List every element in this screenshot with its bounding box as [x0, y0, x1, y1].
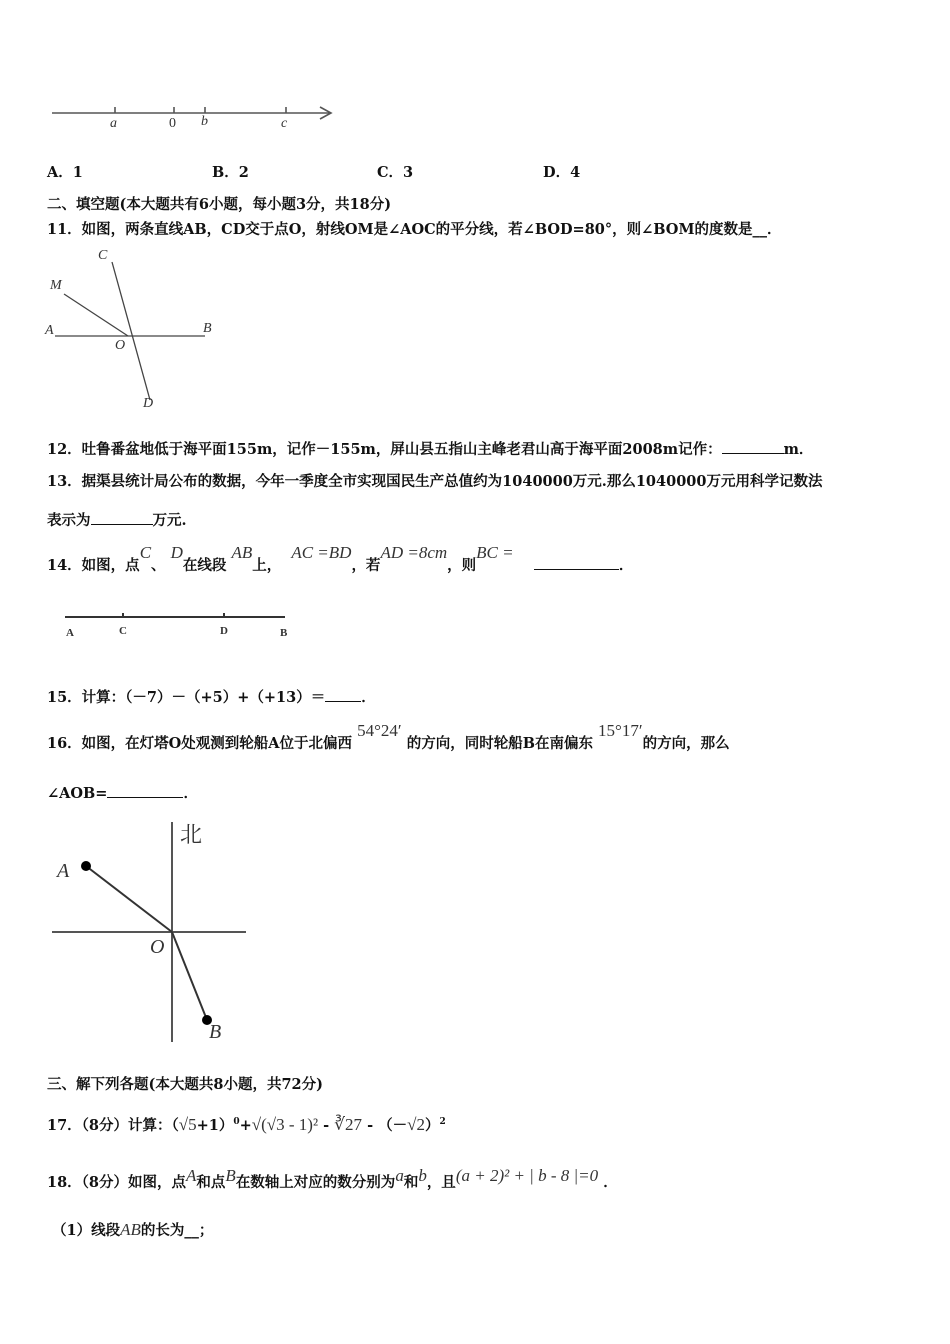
q18-sub1-before: （1）线段: [52, 1222, 121, 1239]
q11-figure: [55, 262, 205, 400]
q14-p3: 在线段: [182, 557, 227, 574]
axis-label-0: 0: [169, 116, 176, 131]
q14-c: C: [139, 543, 152, 562]
q12-answer-blank[interactable]: [722, 439, 784, 454]
q18-a-point: A: [186, 1166, 197, 1185]
q18-sub1-ab: AB: [120, 1220, 141, 1239]
q12-text-after: m．: [783, 441, 814, 458]
q14-p2: 、: [151, 557, 166, 574]
q16-answer-blank[interactable]: [107, 783, 183, 798]
q17-exp0: 0: [233, 1117, 240, 1127]
q16-label-b: B: [209, 1021, 222, 1043]
q18-equation: (a + 2)² + | b - 8 |=0: [455, 1166, 599, 1185]
section3-title: 三、解下列各题(本大题共8小题，共72分): [47, 1076, 323, 1093]
q15-answer-blank[interactable]: [325, 687, 361, 702]
q18-p3: 在数轴上对应的数分别为: [235, 1174, 396, 1191]
axis-label-c: c: [281, 116, 288, 131]
q14-p5: ，若: [351, 557, 381, 574]
q13-line2: [47, 510, 187, 531]
q18-a: a: [395, 1166, 404, 1185]
q14-p6: ，则: [447, 557, 477, 574]
q11-label-a: A: [45, 323, 54, 338]
q11-label-m: M: [50, 278, 62, 293]
q18-sub1: [52, 1220, 213, 1241]
q17-p3: +: [239, 1116, 252, 1134]
q18-b-point: B: [225, 1166, 236, 1185]
q15-text: [47, 687, 376, 708]
q14-label-a: A: [66, 627, 74, 639]
q14-end: ．: [618, 557, 634, 574]
axis-label-b: b: [201, 114, 208, 129]
q16-north-label: 北: [180, 823, 203, 848]
q18-text: [47, 1166, 618, 1193]
section2-title: 二、填空题(本大题共有6小题，每小题3分，共18分): [47, 196, 392, 213]
q17-sqrt5: √5: [178, 1114, 197, 1134]
q14-text: [47, 543, 634, 576]
q14-d: D: [170, 543, 183, 562]
option-d[interactable]: D．4: [543, 164, 581, 181]
q13-answer-blank[interactable]: [91, 510, 153, 525]
q13-text-before: 表示为: [47, 512, 91, 529]
q14-eq2: AD =8cm: [380, 543, 448, 562]
q16-angle2: 15°17′: [598, 721, 643, 740]
q10-number-line: [52, 107, 331, 119]
q16-p3: 的方向，那么: [642, 735, 730, 752]
q17-cbrt27: ∛27: [334, 1114, 363, 1134]
q18-p1: 18．（8分）如图，点: [47, 1174, 187, 1191]
q18-p4: 和: [403, 1174, 419, 1191]
q18-p5: ，且: [426, 1174, 456, 1191]
q17-p4: -: [318, 1116, 335, 1134]
q16-label-o: O: [150, 936, 165, 958]
q12-text-before: 12．吐鲁番盆地低于海平面155m，记作－155m，屏山县五指山主峰老君山高于海平面2008m记作：: [47, 441, 722, 458]
q17-p1: 17．（8分）计算：（: [47, 1116, 179, 1134]
q14-eq1: AC =BD: [291, 543, 352, 562]
q11-label-o: O: [115, 338, 126, 353]
q16-end: ．: [183, 785, 198, 802]
q14-eq3: BC =: [476, 543, 514, 562]
q17-p2: +1）: [196, 1116, 234, 1134]
q18-b: b: [418, 1166, 427, 1185]
q14-p1: 14．如图，点: [47, 557, 140, 574]
q14-label-c: C: [119, 625, 127, 637]
q16-text: [47, 721, 730, 754]
q16-line2: [47, 783, 198, 804]
q14-segment: [65, 613, 285, 617]
q16-angle1: 54°24′: [357, 721, 402, 740]
q18-sub1-after: 的长为__；: [140, 1222, 214, 1239]
q17-sqrt-expr: √(√3 - 1)²: [251, 1114, 319, 1134]
q17-sqrt2: √2: [407, 1114, 425, 1134]
q16-p2: 的方向，同时轮船B在南偏东: [406, 735, 593, 752]
q16-p1: 16．如图，在灯塔O处观测到轮船A位于北偏西: [47, 735, 353, 752]
q15-end: ．: [361, 689, 376, 706]
q16-label-a: A: [57, 860, 70, 882]
q17-exp2: 2: [439, 1117, 446, 1127]
axis-label-a: a: [110, 116, 117, 131]
q14-label-d: D: [220, 625, 228, 637]
q17-text: [47, 1112, 446, 1136]
option-c[interactable]: C．3: [377, 164, 414, 181]
q11-label-c: C: [98, 248, 108, 263]
q14-answer-blank[interactable]: [534, 555, 619, 570]
q12-text: [47, 439, 813, 460]
q14-p4: 上，: [252, 557, 282, 574]
option-b[interactable]: B．2: [212, 164, 249, 181]
q14-label-b: B: [280, 627, 288, 639]
q13-line1: 13．据渠县统计局公布的数据，今年一季度全市实现国民生产总值约为1040000万元.那么1040000万元用科学记数法: [47, 473, 823, 490]
q14-ab: AB: [231, 543, 253, 562]
q18-p2: 和点: [196, 1174, 226, 1191]
q17-p5: -: [362, 1116, 379, 1134]
q17-p6: （－: [378, 1116, 408, 1134]
q15-expression: 15．计算：（－7）－（+5）+（+13）＝: [47, 689, 326, 706]
q16-angle-label: ∠AOB=: [47, 785, 108, 802]
q16-figure: [52, 822, 246, 1042]
q11-text: 11．如图，两条直线AB，CD交于点O，射线OM是∠AOC的平分线，若∠BOD=80°，则∠BOM的度数是__．: [47, 221, 782, 238]
q11-label-d: D: [143, 396, 154, 411]
option-a[interactable]: A．1: [47, 164, 83, 181]
q13-text-after: 万元.: [152, 512, 187, 529]
q17-p7: ）: [424, 1116, 440, 1134]
q18-end: ．: [603, 1174, 618, 1191]
q11-label-b: B: [203, 321, 212, 336]
